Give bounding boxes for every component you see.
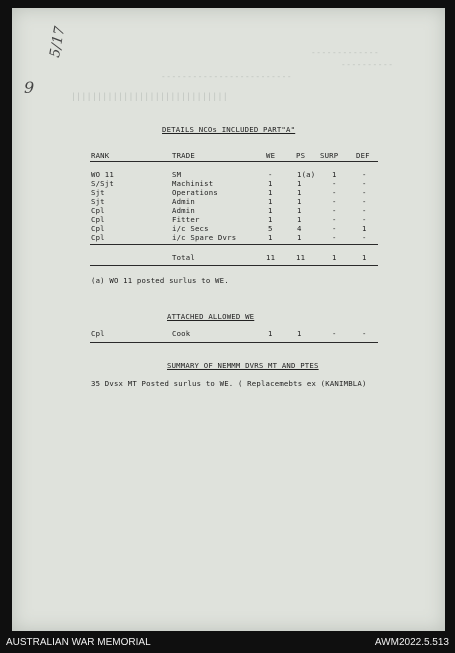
cell-trade: Fitter xyxy=(172,215,200,224)
pencil-mark: 5/17 xyxy=(47,25,69,59)
attached-rule xyxy=(90,342,378,343)
archive-footer xyxy=(0,631,455,653)
cell-ps: 1 xyxy=(297,215,302,224)
footnote: (a) WO 11 posted surlus to WE. xyxy=(91,276,229,285)
total-top-rule xyxy=(90,244,378,245)
cell-def: - xyxy=(362,329,367,338)
cell-def: - xyxy=(362,188,367,197)
attached-heading: ATTACHED ALLOWED WE xyxy=(167,312,255,321)
footer-institution: AUSTRALIAN WAR MEMORIAL xyxy=(6,637,151,648)
cell-ps: 1 xyxy=(297,179,302,188)
cell-trade: Admin xyxy=(172,197,195,206)
cell-we: 1 xyxy=(268,215,273,224)
cell-trade: i/c Spare Dvrs xyxy=(172,233,237,242)
col-rank: RANK xyxy=(91,151,110,160)
show-through-text: | | | | | | | | | | | | | | | | | | | | | | | | | | | | | | xyxy=(72,92,227,101)
cell-we: 1 xyxy=(268,197,273,206)
cell-def: - xyxy=(362,179,367,188)
cell-rank: Cpl xyxy=(91,215,105,224)
cell-trade: Operations xyxy=(172,188,218,197)
header-rule xyxy=(90,161,378,162)
cell-ps: 1 xyxy=(297,197,302,206)
cell-rank: Sjt xyxy=(91,197,105,206)
total-surp: 1 xyxy=(332,253,337,262)
total-def: 1 xyxy=(362,253,367,262)
cell-surp: 1 xyxy=(332,170,337,179)
cell-we: 1 xyxy=(268,206,273,215)
cell-def: 1 xyxy=(362,224,367,233)
cell-rank: Cpl xyxy=(91,233,105,242)
cell-trade: Cook xyxy=(172,329,191,338)
cell-rank: WO 11 xyxy=(91,170,114,179)
cell-trade: SM xyxy=(172,170,182,179)
cell-we: 1 xyxy=(268,233,273,242)
cell-trade: Admin xyxy=(172,206,195,215)
cell-we: 1 xyxy=(268,179,273,188)
section-heading: DETAILS NCOs INCLUDED PART"A" xyxy=(162,125,296,134)
cell-surp: - xyxy=(332,206,337,215)
cell-we: 5 xyxy=(268,224,273,233)
cell-def: - xyxy=(362,197,367,206)
col-trade: TRADE xyxy=(172,151,195,160)
col-ps: PS xyxy=(296,151,306,160)
footer-accession: AWM2022.5.513 xyxy=(374,637,449,648)
cell-ps: 1(a) xyxy=(297,170,316,179)
pencil-mark: 9 xyxy=(24,78,35,97)
cell-surp: - xyxy=(332,224,337,233)
show-through-text: - - - - - - - - - - - - - - - - - - - - - - - - - xyxy=(162,72,291,81)
cell-we: - xyxy=(268,170,273,179)
total-label: Total xyxy=(172,253,195,262)
cell-ps: 1 xyxy=(297,329,302,338)
cell-surp: - xyxy=(332,179,337,188)
col-we: WE xyxy=(266,151,276,160)
col-surp: SURP xyxy=(320,151,339,160)
cell-def: - xyxy=(362,206,367,215)
cell-surp: - xyxy=(332,215,337,224)
cell-we: 1 xyxy=(268,329,273,338)
cell-ps: 1 xyxy=(297,188,302,197)
cell-rank: Cpl xyxy=(91,224,105,233)
cell-trade: Machinist xyxy=(172,179,214,188)
total-we: 11 xyxy=(266,253,276,262)
cell-def: - xyxy=(362,215,367,224)
cell-rank: Cpl xyxy=(91,329,105,338)
cell-ps: 4 xyxy=(297,224,302,233)
cell-trade: i/c Secs xyxy=(172,224,209,233)
cell-rank: Sjt xyxy=(91,188,105,197)
cell-surp: - xyxy=(332,197,337,206)
total-bottom-rule xyxy=(90,265,378,266)
summary-text: 35 Dvsx MT Posted surlus to WE. ( Replacemebts ex (KANIMBLA) xyxy=(91,379,367,388)
cell-we: 1 xyxy=(268,188,273,197)
cell-ps: 1 xyxy=(297,233,302,242)
cell-surp: - xyxy=(332,188,337,197)
cell-rank: Cpl xyxy=(91,206,105,215)
col-def: DEF xyxy=(356,151,370,160)
cell-surp: - xyxy=(332,329,337,338)
show-through-text: - - - - - - - - - - - - - xyxy=(312,48,378,57)
cell-surp: - xyxy=(332,233,337,242)
document-page xyxy=(12,8,445,631)
cell-def: - xyxy=(362,233,367,242)
total-ps: 11 xyxy=(296,253,306,262)
cell-def: - xyxy=(362,170,367,179)
cell-rank: S/Sjt xyxy=(91,179,114,188)
cell-ps: 1 xyxy=(297,206,302,215)
show-through-text: - - - - - - - - - - xyxy=(342,60,392,69)
summary-heading: SUMMARY OF NEMMM DVRS MT AND PTES xyxy=(167,361,319,370)
